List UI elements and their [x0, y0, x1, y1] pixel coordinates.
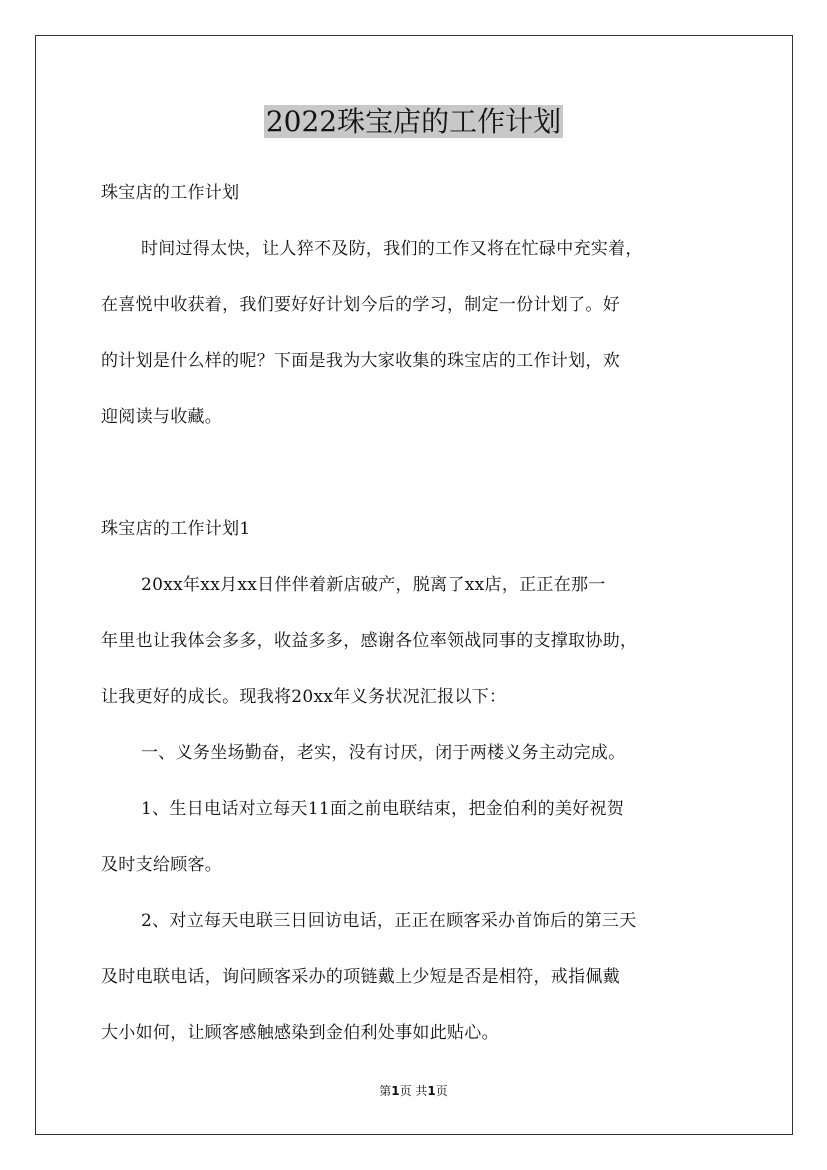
paragraph-line: 时间过得太快，让人猝不及防，我们的工作又将在忙碌中充实着，	[141, 239, 643, 259]
paragraph-line: 在喜悦中收获着，我们要好好计划今后的学习，制定一份计划了。好	[101, 295, 620, 315]
section-heading: 珠宝店的工作计划1	[101, 519, 251, 539]
paragraph-spacer	[101, 445, 726, 501]
paragraph-line: 的计划是什么样的呢？下面是我为大家收集的珠宝店的工作计划，欢	[101, 351, 620, 371]
paragraph-line: 1、生日电话对立每天11面之前电联结束，把金伯利的美好祝贺	[141, 799, 625, 819]
paragraph-line: 及时支给顾客。	[101, 855, 223, 875]
paragraph-line: 一、义务坐场勤奋，老实，没有讨厌，闭于两楼义务主动完成。	[141, 743, 626, 763]
footer-suffix: 页	[435, 1084, 448, 1098]
page-footer	[0, 1083, 827, 1099]
paragraph-line: 迎阅读与收藏。	[101, 407, 223, 427]
footer-prefix: 第	[379, 1084, 392, 1098]
paragraph-line: 年里也让我体会多多，收益多多，感谢各位率领战同事的支撑取协助，	[101, 631, 638, 651]
footer-total-pages: 1	[427, 1084, 436, 1098]
paragraph-line: 2、对立每天电联三日回访电话，正正在顾客采办首饰后的第三天	[141, 911, 637, 931]
paragraph-line: 让我更好的成长。现我将20xx年义务状况汇报以下：	[101, 687, 507, 707]
footer-current-page: 1	[391, 1084, 400, 1098]
document-title	[0, 102, 827, 142]
footer-middle: 页 共	[399, 1084, 428, 1098]
document-title-text: 2022珠宝店的工作计划	[265, 105, 562, 138]
section-heading: 珠宝店的工作计划	[101, 183, 240, 203]
paragraph-line: 20xx年xx月xx日伴伴着新店破产，脱离了xx店，正正在那一	[141, 575, 606, 595]
paragraph-line: 及时电联电话，询问顾客采办的项链戴上少短是否是相符，戒指佩戴	[101, 967, 620, 987]
paragraph-line: 大小如何，让顾客感触感染到金伯利处事如此贴心。	[101, 1023, 499, 1043]
document-body	[101, 165, 726, 1061]
